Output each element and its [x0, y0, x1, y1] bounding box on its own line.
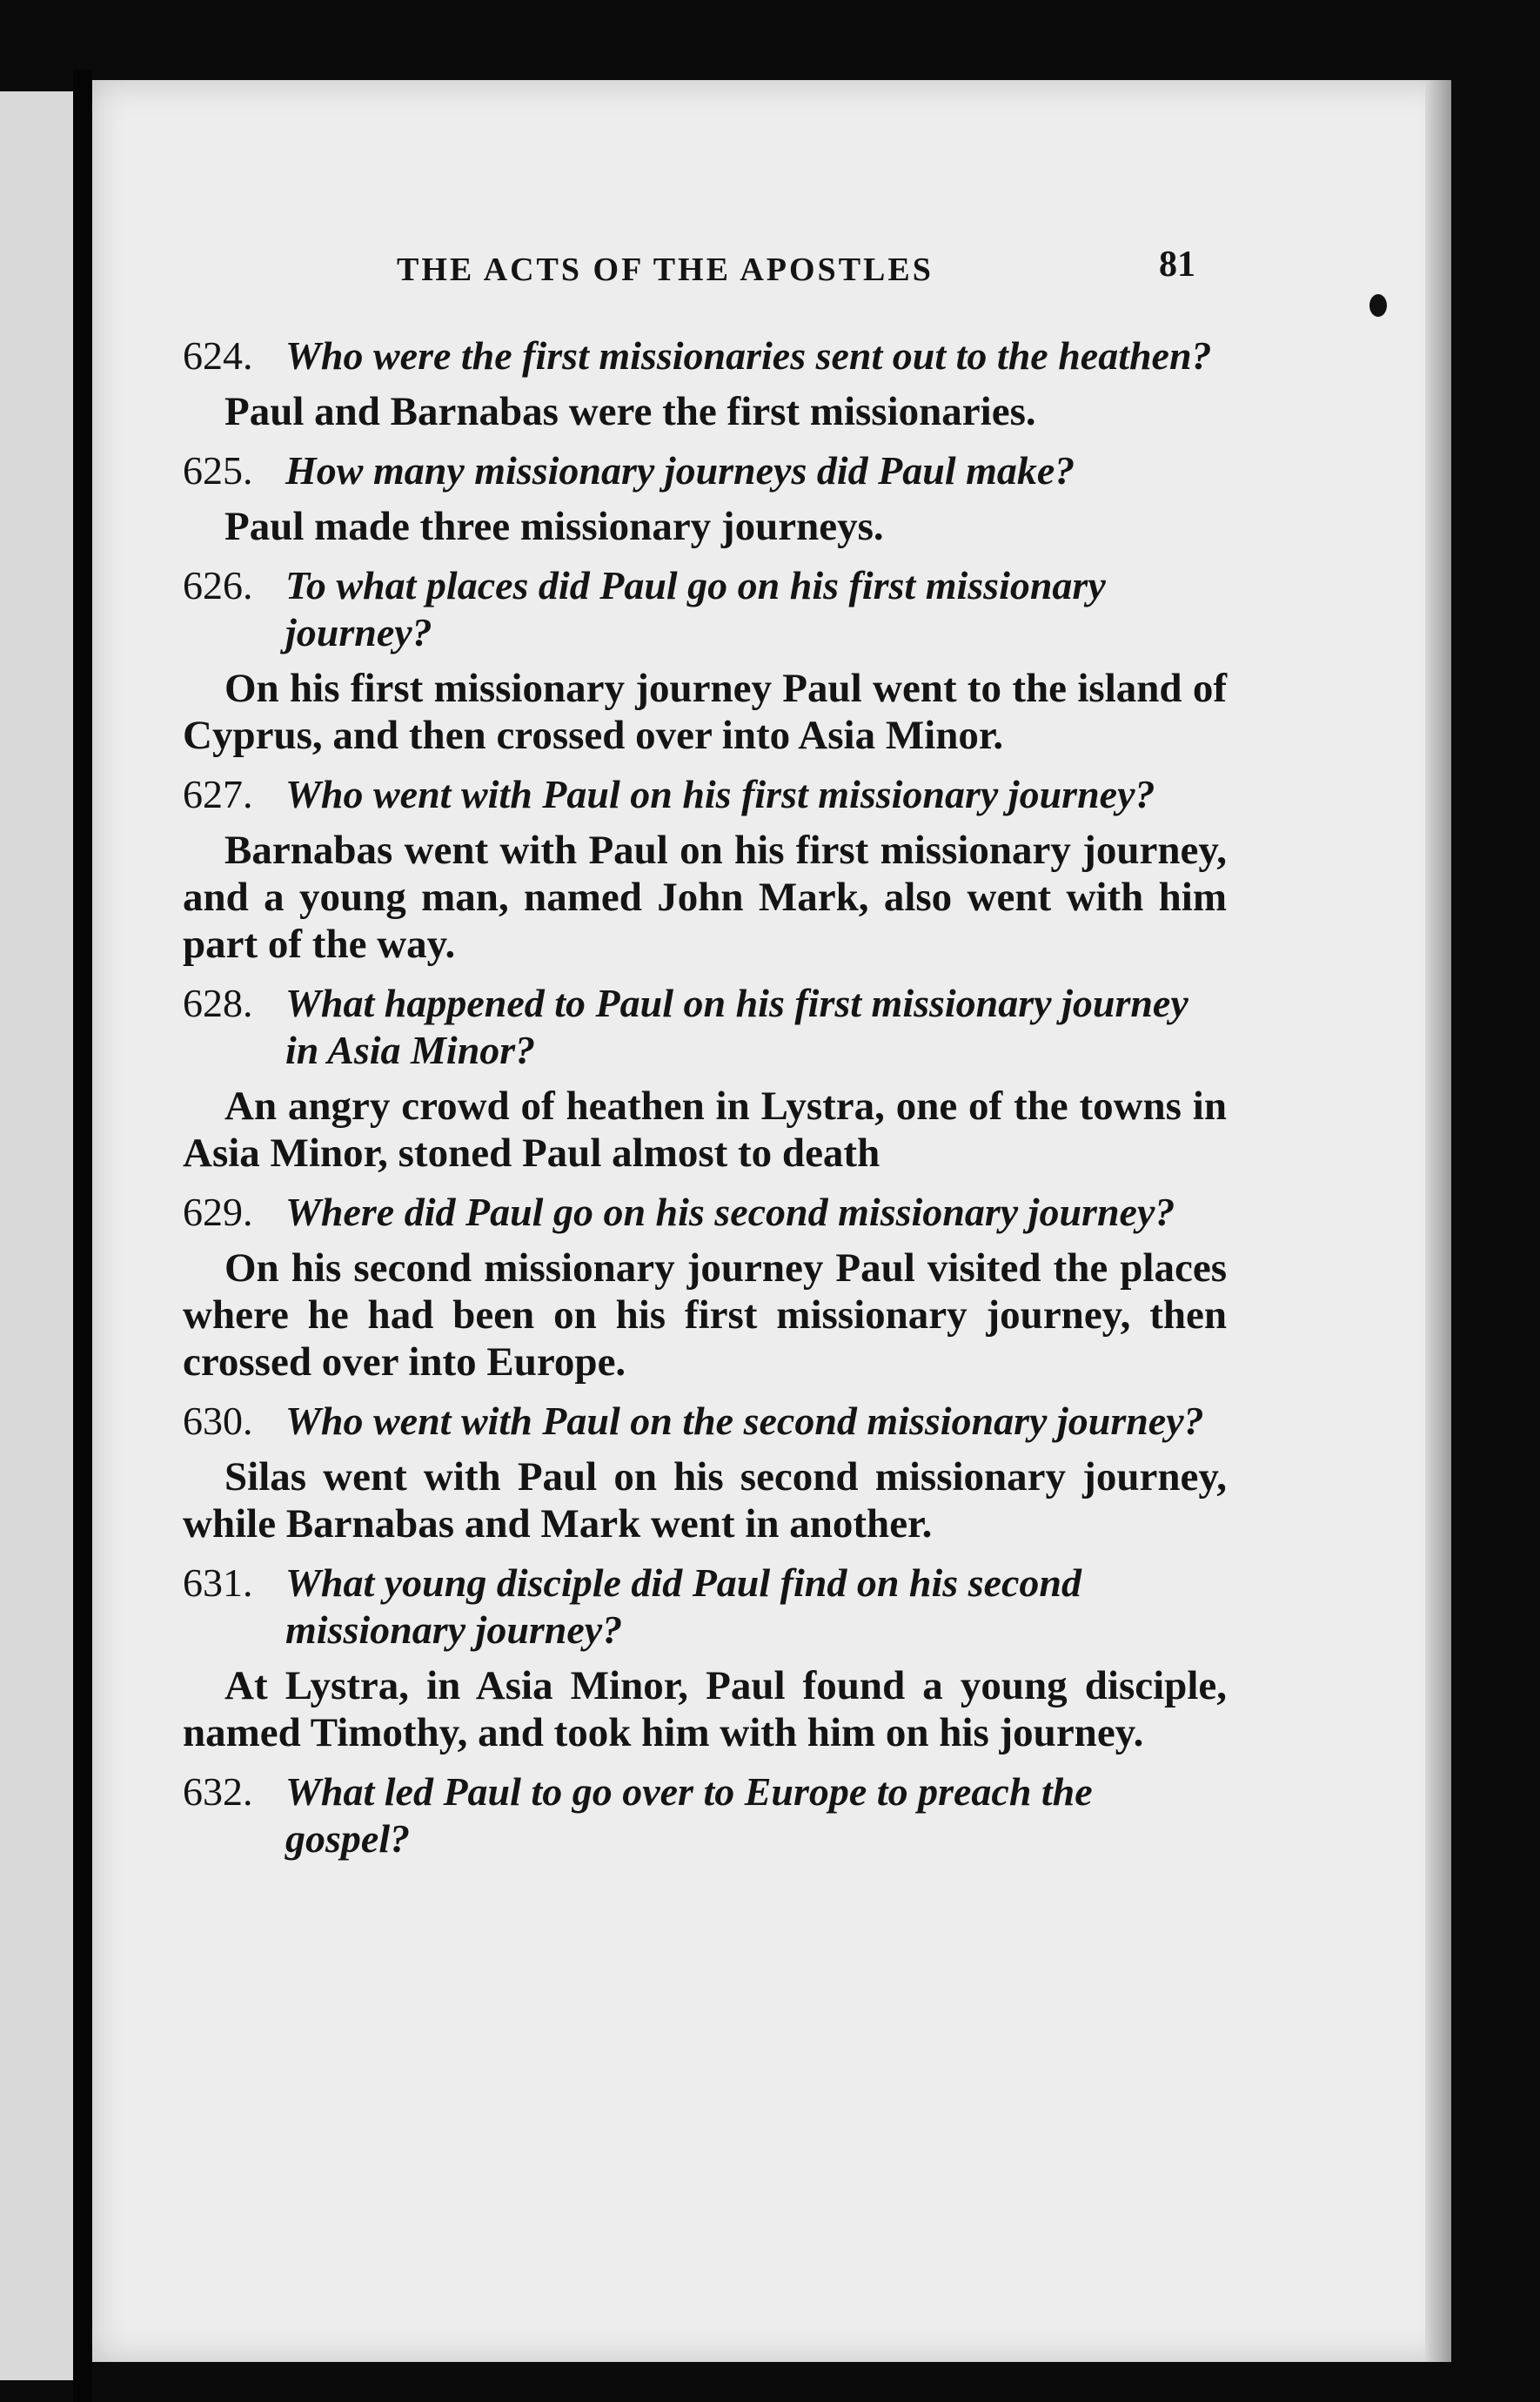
question-text: What young disciple did Paul find on his second missionary journey? — [285, 1560, 1082, 1652]
page-edge-shadow — [1425, 80, 1451, 2362]
question-number: 630. — [183, 1399, 253, 1443]
answer-text: Silas went with Paul on his second missionary journey, while Barnabas and Mark went in another. — [183, 1454, 1227, 1547]
question — [183, 1560, 1227, 1654]
question-number: 631. — [183, 1560, 253, 1605]
qa-item-630 — [183, 1398, 1227, 1547]
question-text: Where did Paul go on his second missionary journey? — [285, 1190, 1175, 1234]
question-number: 624. — [183, 333, 253, 378]
qa-item-628 — [183, 980, 1227, 1177]
question — [183, 562, 1227, 656]
question — [183, 980, 1227, 1074]
question-text: To what places did Paul go on his first missionary journey? — [285, 563, 1106, 654]
question-text: Who went with Paul on his first missionary journey? — [285, 772, 1155, 816]
facing-page-edge — [0, 91, 73, 2380]
answer-text: Paul made three missionary journeys. — [224, 504, 884, 549]
book-gutter — [73, 70, 92, 2402]
answer-text: At Lystra, in Asia Minor, Paul found a young disciple, named Timothy, and took him with him on his journey. — [183, 1663, 1227, 1755]
page-number: 81 — [1159, 245, 1195, 285]
question-text: How many missionary journeys did Paul make? — [285, 448, 1075, 493]
qa-item-624 — [183, 332, 1227, 435]
qa-item-626 — [183, 562, 1227, 759]
qa-item-627 — [183, 771, 1227, 968]
question — [183, 1189, 1227, 1236]
running-head: THE ACTS OF THE APOSTLES — [397, 252, 934, 288]
book-page — [92, 80, 1451, 2362]
question-number: 625. — [183, 448, 253, 493]
question-number: 629. — [183, 1190, 253, 1234]
answer-text: Paul and Barnabas were the first missionaries. — [224, 389, 1036, 434]
question-text: What happened to Paul on his first missionary journey in Asia Minor? — [285, 981, 1188, 1072]
qa-item-632 — [183, 1768, 1227, 1862]
question — [183, 332, 1227, 379]
question-text: Who went with Paul on the second missionary journey? — [285, 1399, 1204, 1443]
question-text: What led Paul to go over to Europe to preach the gospel? — [285, 1769, 1093, 1861]
answer-text: On his first missionary journey Paul went to the island of Cyprus, and then crossed over into Asia Minor. — [183, 666, 1227, 758]
answer-text: On his second missionary journey Paul visited the places where he had been on his first missionary journey, then crossed over into Europe. — [183, 1245, 1227, 1385]
qa-item-631 — [183, 1560, 1227, 1756]
ink-spot — [1369, 294, 1387, 317]
qa-item-625 — [183, 447, 1227, 550]
question-number: 626. — [183, 563, 253, 607]
question — [183, 771, 1227, 818]
question-number: 628. — [183, 981, 253, 1025]
question — [183, 1398, 1227, 1445]
question-number: 632. — [183, 1769, 253, 1814]
answer-text: Barnabas went with Paul on his first missionary journey, and a young man, named John Mark, also went with him part of the way. — [183, 828, 1227, 967]
qa-item-629 — [183, 1189, 1227, 1386]
question — [183, 1768, 1227, 1862]
question-text: Who were the first missionaries sent out to the heathen? — [285, 333, 1212, 378]
answer-text: An angry crowd of heathen in Lystra, one of the towns in Asia Minor, stoned Paul almost to death — [183, 1084, 1227, 1176]
question-number: 627. — [183, 772, 253, 816]
question — [183, 447, 1227, 494]
catechism-content — [183, 332, 1227, 1875]
